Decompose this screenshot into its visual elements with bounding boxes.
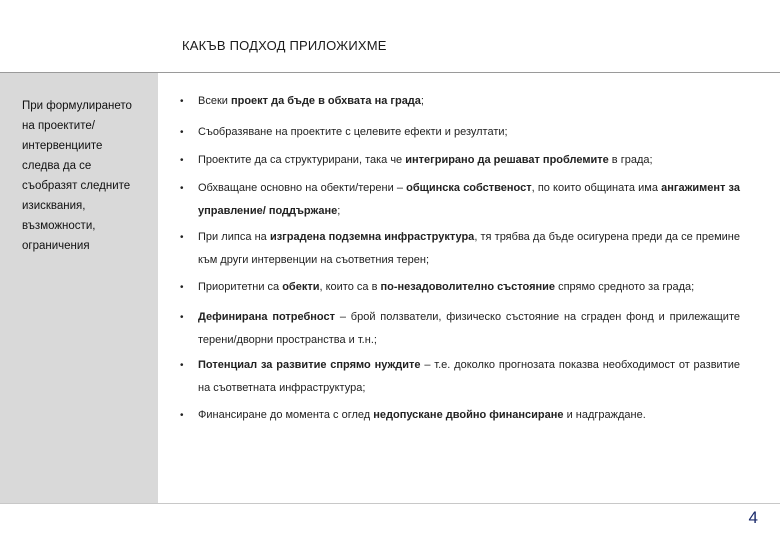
emphasis-text: общинска собственост: [406, 182, 532, 194]
emphasis-text: обекти: [282, 281, 320, 293]
emphasis-text: недопускане двойно финансиране: [373, 409, 564, 421]
sidebar-line: съобразят следните: [22, 180, 131, 192]
sidebar-line: следва да се: [22, 160, 92, 172]
sidebar-line: При формулирането: [22, 100, 132, 112]
list-item-text: [198, 177, 740, 223]
list-item-text: [198, 121, 740, 144]
list-item-text: [198, 226, 740, 272]
list-item: [180, 404, 740, 427]
sidebar-line: интервенциите: [22, 140, 103, 152]
list-item: [180, 177, 740, 223]
body-text: ;: [420, 95, 424, 107]
list-item-text: [198, 149, 740, 172]
body-text: Съобразяване на проектите с целевите ефекти и резултати;: [198, 126, 508, 138]
body-text: – брой ползватели, физическо състояние на сграден фонд и прилежащите терени/дворни пространства и т.н.;: [198, 311, 740, 346]
bullet-icon: •: [180, 360, 184, 371]
list-item: [180, 149, 740, 172]
body-text: спрямо средното за града;: [555, 281, 695, 293]
bullet-icon: •: [180, 232, 184, 243]
list-item: [180, 354, 740, 400]
sidebar-line: изисквания,: [22, 200, 86, 212]
bullet-icon: •: [180, 282, 184, 293]
emphasis-text: по-незадоволително състояние: [380, 281, 556, 293]
list-item-text: [198, 90, 740, 113]
emphasis-text: ангажимент за управление/ поддържане: [198, 182, 740, 217]
bullet-icon: •: [180, 96, 184, 107]
sidebar-line: ограничения: [22, 240, 90, 252]
list-item-text: [198, 404, 740, 427]
emphasis-text: Дефинирана потребност: [198, 311, 335, 323]
bullet-icon: •: [180, 127, 184, 138]
body-text: Проектите да са структурирани, така че: [198, 154, 406, 166]
list-item: [180, 226, 740, 272]
body-text: и надграждане.: [563, 409, 646, 421]
bullet-icon: •: [180, 155, 184, 166]
page-title: КАКЪВ ПОДХОД ПРИЛОЖИХМЕ: [182, 38, 387, 53]
list-item-text: [198, 354, 740, 400]
body-text: При липса на: [198, 231, 270, 243]
list-item-text: [198, 276, 740, 299]
page-number: 4: [748, 508, 758, 527]
sidebar-line: възможности,: [22, 220, 96, 232]
emphasis-text: интегрирано да решават проблемите: [405, 154, 609, 166]
list-item: [180, 90, 740, 113]
bullet-icon: •: [180, 410, 184, 421]
list-item-text: [198, 306, 740, 352]
bullet-icon: •: [180, 183, 184, 194]
emphasis-text: изградена подземна инфраструктура: [269, 231, 475, 243]
body-text: , тя трябва да бъде осигурена преди да се премине към други интервенции на съответния терен;: [198, 231, 740, 266]
body-text: Приоритетни са: [198, 281, 283, 293]
list-item: [180, 306, 740, 352]
bullet-icon: •: [180, 312, 184, 323]
body-text: Финансиране до момента с оглед: [198, 409, 374, 421]
body-text: , които са в: [319, 281, 381, 293]
body-text: в града;: [608, 154, 653, 166]
body-text: Обхващане основно на обекти/терени –: [198, 182, 407, 194]
body-text: ;: [337, 205, 341, 217]
emphasis-text: проект да бъде в обхвата на града: [230, 95, 421, 107]
emphasis-text: Потенциал за развитие спрямо нуждите: [198, 359, 421, 371]
list-item: [180, 121, 740, 144]
body-text: , по които общината има: [531, 182, 662, 194]
bottom-divider: [0, 503, 780, 504]
sidebar-line: на проектите/: [22, 120, 95, 132]
sidebar-text: [22, 96, 152, 256]
body-text: Всеки: [198, 95, 231, 107]
body-text: – т.е. доколко прогнозата показва необходимост от развитие на съответната инфраструктура;: [198, 359, 740, 394]
list-item: [180, 276, 740, 299]
